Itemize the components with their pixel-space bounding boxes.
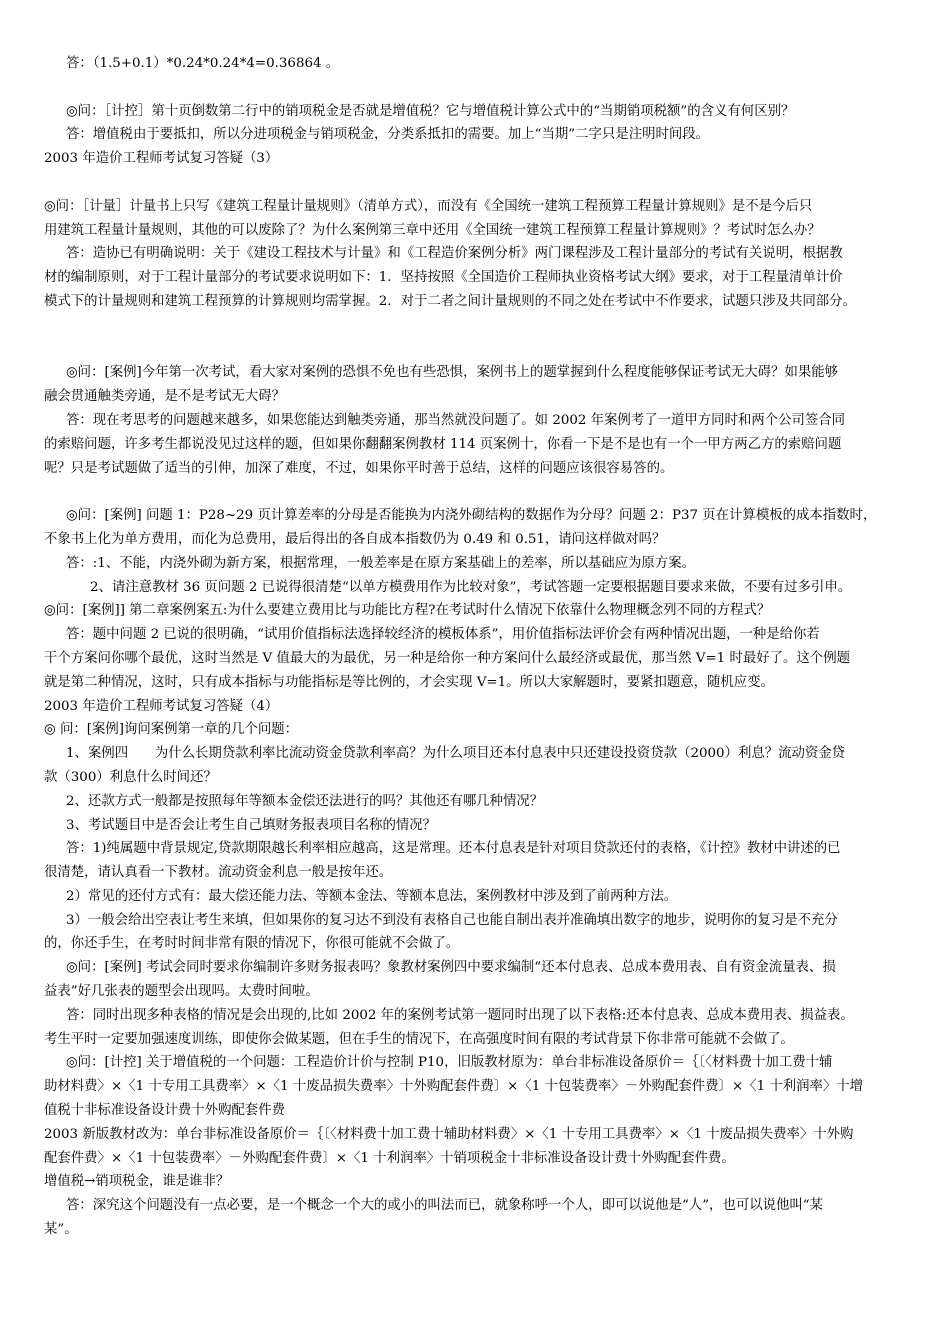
blank-line — [44, 76, 912, 100]
question-line: 值税十非标准设备设计费十外购配套件费 — [44, 1103, 286, 1119]
answer-line: 答：（1.5+0.1）*0.24*0.24*4=0.36864 。 — [66, 56, 340, 71]
answer-line: 答：同时出现多种表格的情况是会出现的,比如 2002 年的案例考试第一题同时出现了以下表格:还本付息表、总成本费用表、损益表。 — [66, 1007, 854, 1023]
question-line: ◎问：[计控] 关于增值税的一个问题：工程造价计价与控制 P10，旧版教材原为：单台非标准设备原价＝｛〔〈材料费十加工费十辅 — [66, 1055, 833, 1071]
answer-line: 材的编制原则，对于工程计量部分的考试要求说明如下：1．坚持按照《全国造价工程师执业资格考试大纲》要求，对于工程量清单计价 — [44, 270, 843, 286]
answer-line: 2、请注意教材 36 页问题 2 已说得很清楚“以单方模费用作为比较对象”，考试答题一定要根据题目要求来做，不要有过多引申。 — [90, 579, 852, 595]
answer-line: 就是第二种情况，这时，只有成本指标与功能指标是等比例的，才会实现 V=1。所以大家解题时，要紧扣题意，随机应变。 — [44, 674, 774, 690]
answer-line: 考生平时一定要加强速度训练，即使你会做某题，但在手生的情况下，在高强度时间有限的考试背景下你非常可能就不会做了。 — [44, 1031, 794, 1047]
answer-line: 很清楚，请认真看一下教材。流动资金利息一般是按年还。 — [44, 865, 393, 881]
answer-line: 某”。 — [44, 1222, 78, 1238]
answer-line: 答：现在考思考的问题越来越多，如果您能达到触类旁通，那当然就没问题了。如 2002 年案例考了一道甲方同时和两个公司签合同 — [66, 412, 846, 428]
question-line: ◎ 问：[案例]询问案例第一章的几个问题： — [44, 722, 299, 738]
question-line: ◎问：[案例] 考试会同时要求你编制许多财务报表吗？象教材案例四中要求编制“还本付息表、总成本费用表、自有资金流量表、损 — [66, 960, 836, 976]
question-line: ◎问：[案例] 问题 1：P28~29 页计算差率的分母是否能换为内浇外砌结构的数据作为分母？问题 2：P37 页在计算模板的成本指数时， — [66, 508, 877, 524]
answer-line: 答：1)纯属题中背景规定,贷款期限越长利率相应越高，这是常理。还本付息表是针对项目贷款还付的表格，《计控》教材中讲述的已 — [66, 841, 841, 857]
blank-line — [44, 171, 912, 195]
question-line: 不象书上化为单方费用，而化为总费用，最后得出的各自成本指数仍为 0.49 和 0.51，请问这样做对吗？ — [44, 531, 666, 547]
question-line: ◎问：［计量］计量书上只写《建筑工程量计量规则》（清单方式），而没有《全国统一建筑工程预算工程量计算规则》是不是今后只 — [44, 198, 813, 214]
question-line: 配套件费〉×〈1 十包装费率〉－外购配套件费〕×〈1 十利润率〉十销项税金十非标准设备设计费十外购配套件费。 — [44, 1150, 735, 1166]
answer-line: 的索赔问题，许多考生都说没见过这样的题，但如果你翻翻案例教材 114 页案例十，你看一下是不是也有一个一甲方两乙方的索赔问题 — [44, 436, 842, 452]
answer-line: 模式下的计量规则和建筑工程预算的计算规则均需掌握。2．对于二者之间计量规则的不同之处在考试中不作要求，试题只涉及共同部分。 — [44, 293, 856, 309]
answer-line: 答：增值税由于要抵扣，所以分进项税金与销项税金，分类系抵扣的需要。加上“当期”二字只是注明时间段。 — [66, 127, 710, 143]
answer-line: 答：造协已有明确说明：关于《建设工程技术与计量》和《工程造价案例分析》两门课程涉及工程计量部分的考试有关说明，根据教 — [66, 246, 843, 262]
question-line: 用建筑工程量计量规则，其他的可以废除了？为什么案例第三章中还用《全国统一建筑工程预算工程量计算规则》？考试时怎么办？ — [44, 222, 821, 238]
question-line: 2、还款方式一般都是按照每年等额本金偿还法进行的吗？其他还有哪几种情况？ — [66, 793, 544, 809]
answer-line: 2）常见的还付方式有：最大偿还能力法、等额本金法、等额本息法，案例教材中涉及到了前两种方法。 — [66, 888, 678, 904]
question-line: 3、考试题目中是否会让考生自己填财务报表项目名称的情况？ — [66, 817, 437, 833]
question-line: ◎问：［计控］第十页倒数第二行中的销项税金是否就是增值税？它与增值税计算公式中的“当期销项税额”的含义有何区别？ — [66, 103, 795, 119]
answer-line: 的，你还手生，在考时时间非常有限的情况下，你很可能就不会做了。 — [44, 936, 460, 952]
question-line: 1、案例四 为什么长期贷款利率比流动资金贷款利率高？为什么项目还本付息表中只还建设投资贷款（2000）利息？流动资金贷 — [66, 746, 846, 762]
document-page — [44, 52, 912, 1242]
blank-line — [44, 314, 912, 362]
answer-line: 呢？只是考试题做了适当的引伸，加深了难度，不过，如果你平时善于总结，这样的问题应该很容易答的。 — [44, 460, 674, 476]
answer-line: 干个方案问你哪个最优，这时当然是 V 值最大的为最优，另一种是给你一种方案问什么最经济或最优，那当然 V=1 时最好了。这个例题 — [44, 650, 850, 666]
question-line: 2003 新版教材改为：单台非标准设备原价＝｛〔〈材料费十加工费十辅助材料费〉×〈1 十专用工具费率〉×〈1 十废品损失费率〉十外购 — [44, 1126, 854, 1142]
section-heading: 2003 年造价工程师考试复习答疑（4） — [44, 698, 279, 714]
answer-line: 答：:1、不能，内浇外砌为新方案，根据常理，一般差率是在原方案基础上的差率，所以基础应为原方案。 — [66, 555, 695, 571]
question-line: 助材料费〉×〈1 十专用工具费率〉×〈1 十废品损失费率〉十外购配套件费〕×〈1 十包装费率〉－外购配套件费〕×〈1 十利润率〉十增 — [44, 1079, 864, 1095]
question-line: ◎问：[案例]今年第一次考试，看大家对案例的恐惧不免也有些恐惧，案例书上的题掌握到什么程度能够保证考试无大碍？如果能够 — [66, 365, 839, 381]
question-line: 增值税→销项税金，谁是谁非？ — [44, 1174, 230, 1190]
question-line: 款（300）利息什么时间还？ — [44, 769, 217, 785]
blank-line — [44, 480, 912, 504]
answer-line: 答：深究这个问题没有一点必要，是一个概念一个大的或小的叫法而已，就象称呼一个人，即可以说他是“人”，也可以说他叫“某 — [66, 1198, 824, 1214]
question-line: 益表”好几张表的题型会出现吗。太费时间啦。 — [44, 984, 319, 1000]
section-heading: 2003 年造价工程师考试复习答疑（3） — [44, 151, 279, 167]
answer-line: 答：题中问题 2 已说的很明确，“试用价值指标法选择较经济的模板体系”，用价值指标法评价会有两种情况出题，一种是给你若 — [66, 627, 820, 643]
question-line: 融会贯通触类旁通，是不是考试无大碍？ — [44, 389, 286, 405]
question-line: ◎问：[案例]] 第二章案例案五:为什么要建立费用比与功能比方程?在考试时什么情况下依靠什么物理概念列不同的方程式？ — [44, 603, 771, 619]
answer-line: 3）一般会给出空表让考生来填，但如果你的复习达不到没有表格自己也能自制出表并准确填出数字的地步，说明你的复习是不充分 — [66, 912, 838, 928]
